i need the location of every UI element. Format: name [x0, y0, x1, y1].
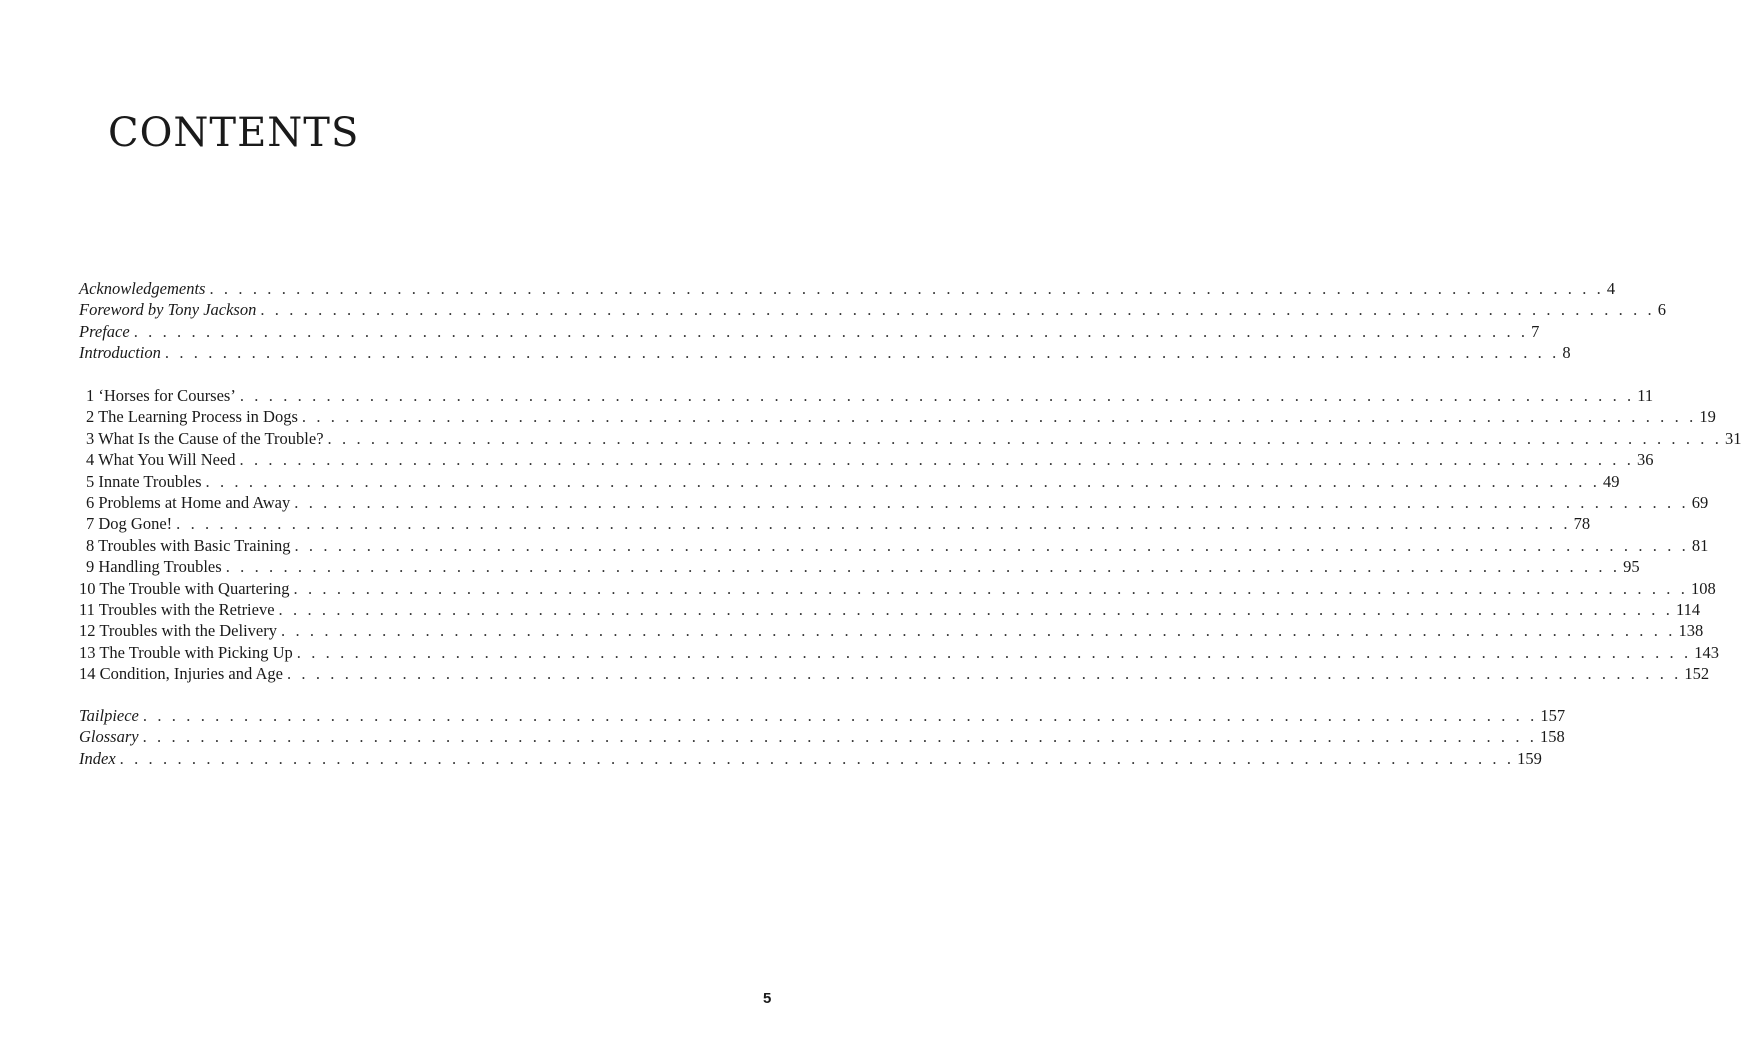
toc-entry[interactable] — [79, 556, 1640, 577]
toc-entry-title: Introduction — [79, 343, 161, 363]
toc-entry-page: 8 — [1562, 343, 1571, 363]
toc-entry-title: 10 The Trouble with Quartering — [79, 578, 290, 598]
toc-entry-page: 114 — [1675, 599, 1701, 619]
dot-leader: . . . . . . . . . . . . . . . . . . . . . . . . . . . . . . . . . . . . . . . . . . . . . . . . . . . . . . . . . . . . . . . . . . . . . . . . . . . . . . . . . . . . . . . . . . . . . . . . . — [205, 471, 1600, 491]
toc-entry[interactable] — [79, 321, 1540, 342]
dot-leader: . . . . . . . . . . . . . . . . . . . . . . . . . . . . . . . . . . . . . . . . . . . . . . . . . . . . . . . . . . . . . . . . . . . . . . . . . . . . . . . . . . . . . . . . . . . . . . . . . — [239, 450, 1634, 470]
dot-leader: . . . . . . . . . . . . . . . . . . . . . . . . . . . . . . . . . . . . . . . . . . . . . . . . . . . . . . . . . . . . . . . . . . . . . . . . . . . . . . . . . . . . . . . . . . . . . . . . . — [327, 428, 1722, 448]
toc-entry[interactable] — [79, 513, 1591, 534]
dot-leader: . . . . . . . . . . . . . . . . . . . . . . . . . . . . . . . . . . . . . . . . . . . . . . . . . . . . . . . . . . . . . . . . . . . . . . . . . . . . . . . . . . . . . . . . . . . . . . . . . — [293, 578, 1688, 598]
dot-leader: . . . . . . . . . . . . . . . . . . . . . . . . . . . . . . . . . . . . . . . . . . . . . . . . . . . . . . . . . . . . . . . . . . . . . . . . . . . . . . . . . . . . . . . . . . . . . . . . . — [239, 386, 1635, 405]
toc-entry-page: 143 — [1694, 642, 1719, 662]
toc-entry-title: 1 ‘Horses for Courses’ — [86, 386, 236, 405]
toc-entry[interactable] — [79, 620, 1704, 641]
toc-entry-page: 69 — [1691, 492, 1709, 512]
toc-entry[interactable] — [79, 599, 1701, 620]
toc-entry[interactable] — [79, 726, 1565, 747]
toc-entry-page: 159 — [1517, 748, 1542, 768]
toc-entry[interactable] — [79, 578, 1716, 599]
dot-leader: . . . . . . . . . . . . . . . . . . . . . . . . . . . . . . . . . . . . . . . . . . . . . . . . . . . . . . . . . . . . . . . . . . . . . . . . . . . . . . . . . . . . . . . . . . . . . . . . . — [301, 407, 1697, 427]
toc-entry-title: 4 What You Will Need — [86, 450, 236, 470]
toc-entry-title: Preface — [79, 321, 130, 341]
toc-entry[interactable] — [79, 535, 1709, 556]
toc-entry-title: 8 Troubles with Basic Training — [86, 535, 291, 555]
toc-entry[interactable] — [79, 471, 1620, 492]
toc-entry[interactable] — [79, 342, 1571, 363]
dot-leader: . . . . . . . . . . . . . . . . . . . . . . . . . . . . . . . . . . . . . . . . . . . . . . . . . . . . . . . . . . . . . . . . . . . . . . . . . . . . . . . . . . . . . . . . . . . . . . . . . — [294, 535, 1689, 555]
dot-leader: . . . . . . . . . . . . . . . . . . . . . . . . . . . . . . . . . . . . . . . . . . . . . . . . . . . . . . . . . . . . . . . . . . . . . . . . . . . . . . . . . . . . . . . . . . . . . . . . . — [142, 727, 1538, 747]
toc-entry[interactable] — [79, 449, 1654, 470]
dot-leader: . . . . . . . . . . . . . . . . . . . . . . . . . . . . . . . . . . . . . . . . . . . . . . . . . . . . . . . . . . . . . . . . . . . . . . . . . . . . . . . . . . . . . . . . . . . . . . . . . — [164, 343, 1560, 363]
toc-entry-page: 95 — [1623, 557, 1640, 577]
toc-entry[interactable] — [79, 428, 1741, 449]
toc-entry-page: 158 — [1540, 727, 1565, 747]
toc-entry-page: 31 — [1724, 428, 1741, 448]
toc-entry[interactable] — [79, 278, 1616, 299]
dot-leader: . . . . . . . . . . . . . . . . . . . . . . . . . . . . . . . . . . . . . . . . . . . . . . . . . . . . . . . . . . . . . . . . . . . . . . . . . . . . . . . . . . . . . . . . . . . . . . . . . — [176, 514, 1571, 534]
dot-leader: . . . . . . . . . . . . . . . . . . . . . . . . . . . . . . . . . . . . . . . . . . . . . . . . . . . . . . . . . . . . . . . . . . . . . . . . . . . . . . . . . . . . . . . . . . . . . . . . . — [260, 300, 1655, 320]
dot-leader: . . . . . . . . . . . . . . . . . . . . . . . . . . . . . . . . . . . . . . . . . . . . . . . . . . . . . . . . . . . . . . . . . . . . . . . . . . . . . . . . . . . . . . . . . . . . . . . . . — [133, 321, 1529, 341]
toc-chapters — [79, 385, 1741, 684]
toc-entry[interactable] — [79, 748, 1542, 769]
toc-entry-page: 36 — [1636, 450, 1654, 470]
toc-entry-page: 138 — [1678, 621, 1704, 641]
toc-entry-title: 13 The Trouble with Picking Up — [79, 642, 293, 662]
toc-entry-page: 11 — [1637, 386, 1654, 405]
toc-entry[interactable] — [79, 705, 1566, 726]
toc-entry-title: Tailpiece — [79, 706, 139, 725]
toc-entry-title: 12 Troubles with the Delivery — [79, 621, 277, 641]
page-number: 5 — [763, 990, 772, 1007]
dot-leader: . . . . . . . . . . . . . . . . . . . . . . . . . . . . . . . . . . . . . . . . . . . . . . . . . . . . . . . . . . . . . . . . . . . . . . . . . . . . . . . . . . . . . . . . . . . . . . . . . — [209, 279, 1604, 298]
dot-leader: . . . . . . . . . . . . . . . . . . . . . . . . . . . . . . . . . . . . . . . . . . . . . . . . . . . . . . . . . . . . . . . . . . . . . . . . . . . . . . . . . . . . . . . . . . . . . . . . . — [278, 599, 1673, 619]
dot-leader: . . . . . . . . . . . . . . . . . . . . . . . . . . . . . . . . . . . . . . . . . . . . . . . . . . . . . . . . . . . . . . . . . . . . . . . . . . . . . . . . . . . . . . . . . . . . . . . . . — [142, 706, 1538, 725]
toc-entry-title: Glossary — [79, 727, 139, 747]
dot-leader: . . . . . . . . . . . . . . . . . . . . . . . . . . . . . . . . . . . . . . . . . . . . . . . . . . . . . . . . . . . . . . . . . . . . . . . . . . . . . . . . . . . . . . . . . . . . . . . . . — [281, 621, 1676, 641]
toc-entry-page: 157 — [1540, 706, 1566, 725]
dot-leader: . . . . . . . . . . . . . . . . . . . . . . . . . . . . . . . . . . . . . . . . . . . . . . . . . . . . . . . . . . . . . . . . . . . . . . . . . . . . . . . . . . . . . . . . . . . . . . . . . — [294, 492, 1689, 512]
toc-entry[interactable] — [79, 642, 1719, 663]
toc-back-matter — [79, 705, 1566, 769]
toc-entry[interactable] — [79, 663, 1710, 684]
toc-entry-page: 19 — [1699, 407, 1716, 427]
toc-entry-title: 9 Handling Troubles — [86, 557, 222, 577]
toc-entry-title: Acknowledgements — [79, 279, 206, 298]
dot-leader: . . . . . . . . . . . . . . . . . . . . . . . . . . . . . . . . . . . . . . . . . . . . . . . . . . . . . . . . . . . . . . . . . . . . . . . . . . . . . . . . . . . . . . . . . . . . . . . . . — [296, 642, 1692, 662]
toc-entry[interactable] — [79, 406, 1716, 427]
toc-entry-title: 5 Innate Troubles — [86, 471, 202, 491]
toc-entry-title: 2 The Learning Process in Dogs — [86, 407, 298, 427]
toc-entry-page: 152 — [1684, 664, 1710, 684]
toc-entry-page: 108 — [1690, 578, 1716, 598]
dot-leader: . . . . . . . . . . . . . . . . . . . . . . . . . . . . . . . . . . . . . . . . . . . . . . . . . . . . . . . . . . . . . . . . . . . . . . . . . . . . . . . . . . . . . . . . . . . . . . . . . — [119, 748, 1515, 768]
toc-entry-title: 11 Troubles with the Retrieve — [79, 599, 275, 619]
dot-leader: . . . . . . . . . . . . . . . . . . . . . . . . . . . . . . . . . . . . . . . . . . . . . . . . . . . . . . . . . . . . . . . . . . . . . . . . . . . . . . . . . . . . . . . . . . . . . . . . . — [225, 557, 1621, 577]
toc-entry-title: Foreword by Tony Jackson — [79, 300, 257, 320]
toc-entry-page: 6 — [1657, 300, 1667, 320]
toc-entry[interactable] — [79, 385, 1654, 406]
toc-entry-page: 78 — [1573, 514, 1591, 534]
toc-entry-page: 4 — [1606, 279, 1616, 298]
toc-entry-page: 81 — [1691, 535, 1709, 555]
page-title: CONTENTS — [108, 110, 360, 156]
dot-leader: . . . . . . . . . . . . . . . . . . . . . . . . . . . . . . . . . . . . . . . . . . . . . . . . . . . . . . . . . . . . . . . . . . . . . . . . . . . . . . . . . . . . . . . . . . . . . . . . . — [286, 664, 1682, 684]
toc-entry-title: 6 Problems at Home and Away — [86, 492, 291, 512]
toc-entry-title: 3 What Is the Cause of the Trouble? — [86, 428, 324, 448]
toc-entry-page: 49 — [1602, 471, 1620, 491]
toc-entry-title: 14 Condition, Injuries and Age — [79, 664, 283, 684]
toc-front-matter — [79, 278, 1667, 364]
toc-entry-title: Index — [79, 748, 116, 768]
toc-entry-title: 7 Dog Gone! — [86, 514, 173, 534]
toc-entry[interactable] — [79, 299, 1667, 320]
toc-entry-page: 7 — [1531, 321, 1540, 341]
toc-entry[interactable] — [79, 492, 1709, 513]
